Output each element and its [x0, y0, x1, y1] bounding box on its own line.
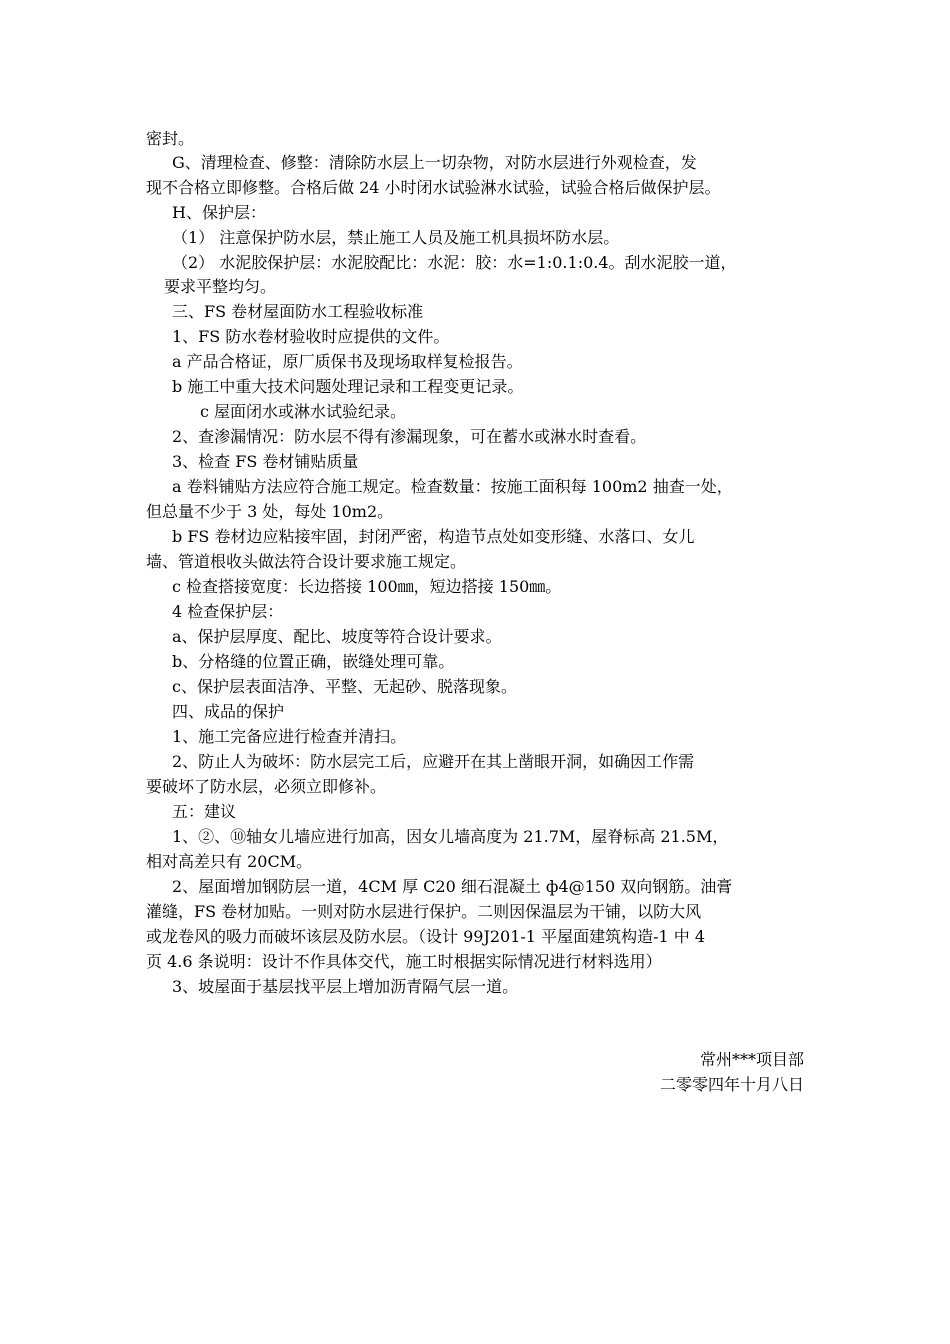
text-line: 页 4.6 条说明：设计不作具体交代，施工时根据实际情况进行材料选用）	[146, 952, 662, 971]
text-line: 现不合格立即修整。合格后做 24 小时闭水试验淋水试验，试验合格后做保护层。	[146, 178, 721, 197]
text-line: 2、查渗漏情况：防水层不得有渗漏现象，可在蓄水或淋水时查看。	[172, 427, 647, 446]
text-line: H、保护层：	[172, 203, 266, 222]
section-heading: 四、成品的保护	[172, 702, 285, 721]
text-line: 墙、管道根收头做法符合设计要求施工规定。	[146, 552, 467, 571]
text-line: b 施工中重大技术问题处理记录和工程变更记录。	[172, 377, 524, 396]
text-line: 1、施工完备应进行检查并清扫。	[172, 727, 407, 746]
text-line: 要求平整均匀。	[164, 277, 277, 296]
text-line: 1、②、⑩轴女儿墙应进行加高，因女儿墙高度为 21.7M，屋脊标高 21.5M，	[172, 827, 729, 846]
text-line: a、保护层厚度、配比、坡度等符合设计要求。	[172, 627, 502, 646]
text-line: a 产品合格证，原厂质保书及现场取样复检报告。	[172, 352, 523, 371]
signature-date: 二零零四年十月八日	[659, 1075, 804, 1094]
text-line: （2） 水泥胶保护层：水泥胶配比：水泥：胶：水=1:0.1:0.4。刮水泥胶一道，	[172, 253, 737, 272]
signature-org: 常州***项目部	[699, 1050, 804, 1069]
text-line: 或龙卷风的吸力而破坏该层及防水层。（设计 99J201-1 平屋面建筑构造-1 中 4	[146, 927, 706, 946]
text-line: c 检查搭接宽度：长边搭接 100㎜，短边搭接 150㎜。	[172, 577, 562, 596]
section-heading: 三、FS 卷材屋面防水工程验收标准	[172, 302, 424, 321]
text-line: 4 检查保护层：	[172, 602, 284, 621]
text-line: 2、防止人为破坏：防水层完工后，应避开在其上凿眼开洞，如确因工作需	[172, 752, 695, 771]
section-heading: 五：建议	[172, 802, 237, 821]
text-line: 相对高差只有 20CM。	[146, 852, 313, 871]
text-line: 但总量不少于 3 处，每处 10m2。	[146, 502, 394, 521]
text-line: b、分格缝的位置正确，嵌缝处理可靠。	[172, 652, 455, 671]
text-line: G、清理检查、修整：清除防水层上一切杂物，对防水层进行外观检查，发	[172, 153, 697, 172]
text-line: （1） 注意保护防水层，禁止施工人员及施工机具损坏防水层。	[172, 228, 620, 247]
text-line: b FS 卷材边应粘接牢固，封闭严密，构造节点处如变形缝、水落口、女儿	[172, 527, 695, 546]
text-line: 3、检查 FS 卷材铺贴质量	[172, 452, 359, 471]
text-line: 要破坏了防水层，必须立即修补。	[146, 777, 387, 796]
text-line: 3、坡屋面于基层找平层上增加沥青隔气层一道。	[172, 977, 519, 996]
text-line: 密封。	[146, 129, 195, 148]
text-line: 灌缝，FS 卷材加贴。一则对防水层进行保护。二则因保温层为干铺，以防大风	[146, 902, 702, 921]
text-line: c 屋面闭水或淋水试验纪录。	[200, 402, 407, 421]
text-line: a 卷料铺贴方法应符合施工规定。检查数量：按施工面积每 100m2 抽查一处，	[172, 477, 733, 496]
text-line: c、保护层表面洁净、平整、无起砂、脱落现象。	[172, 677, 517, 696]
text-line: 1、FS 防水卷材验收时应提供的文件。	[172, 327, 450, 346]
text-line: 2、屋面增加钢防层一道，4CM 厚 C20 细石混凝土 ф4@150 双向钢筋。油膏	[172, 877, 733, 896]
